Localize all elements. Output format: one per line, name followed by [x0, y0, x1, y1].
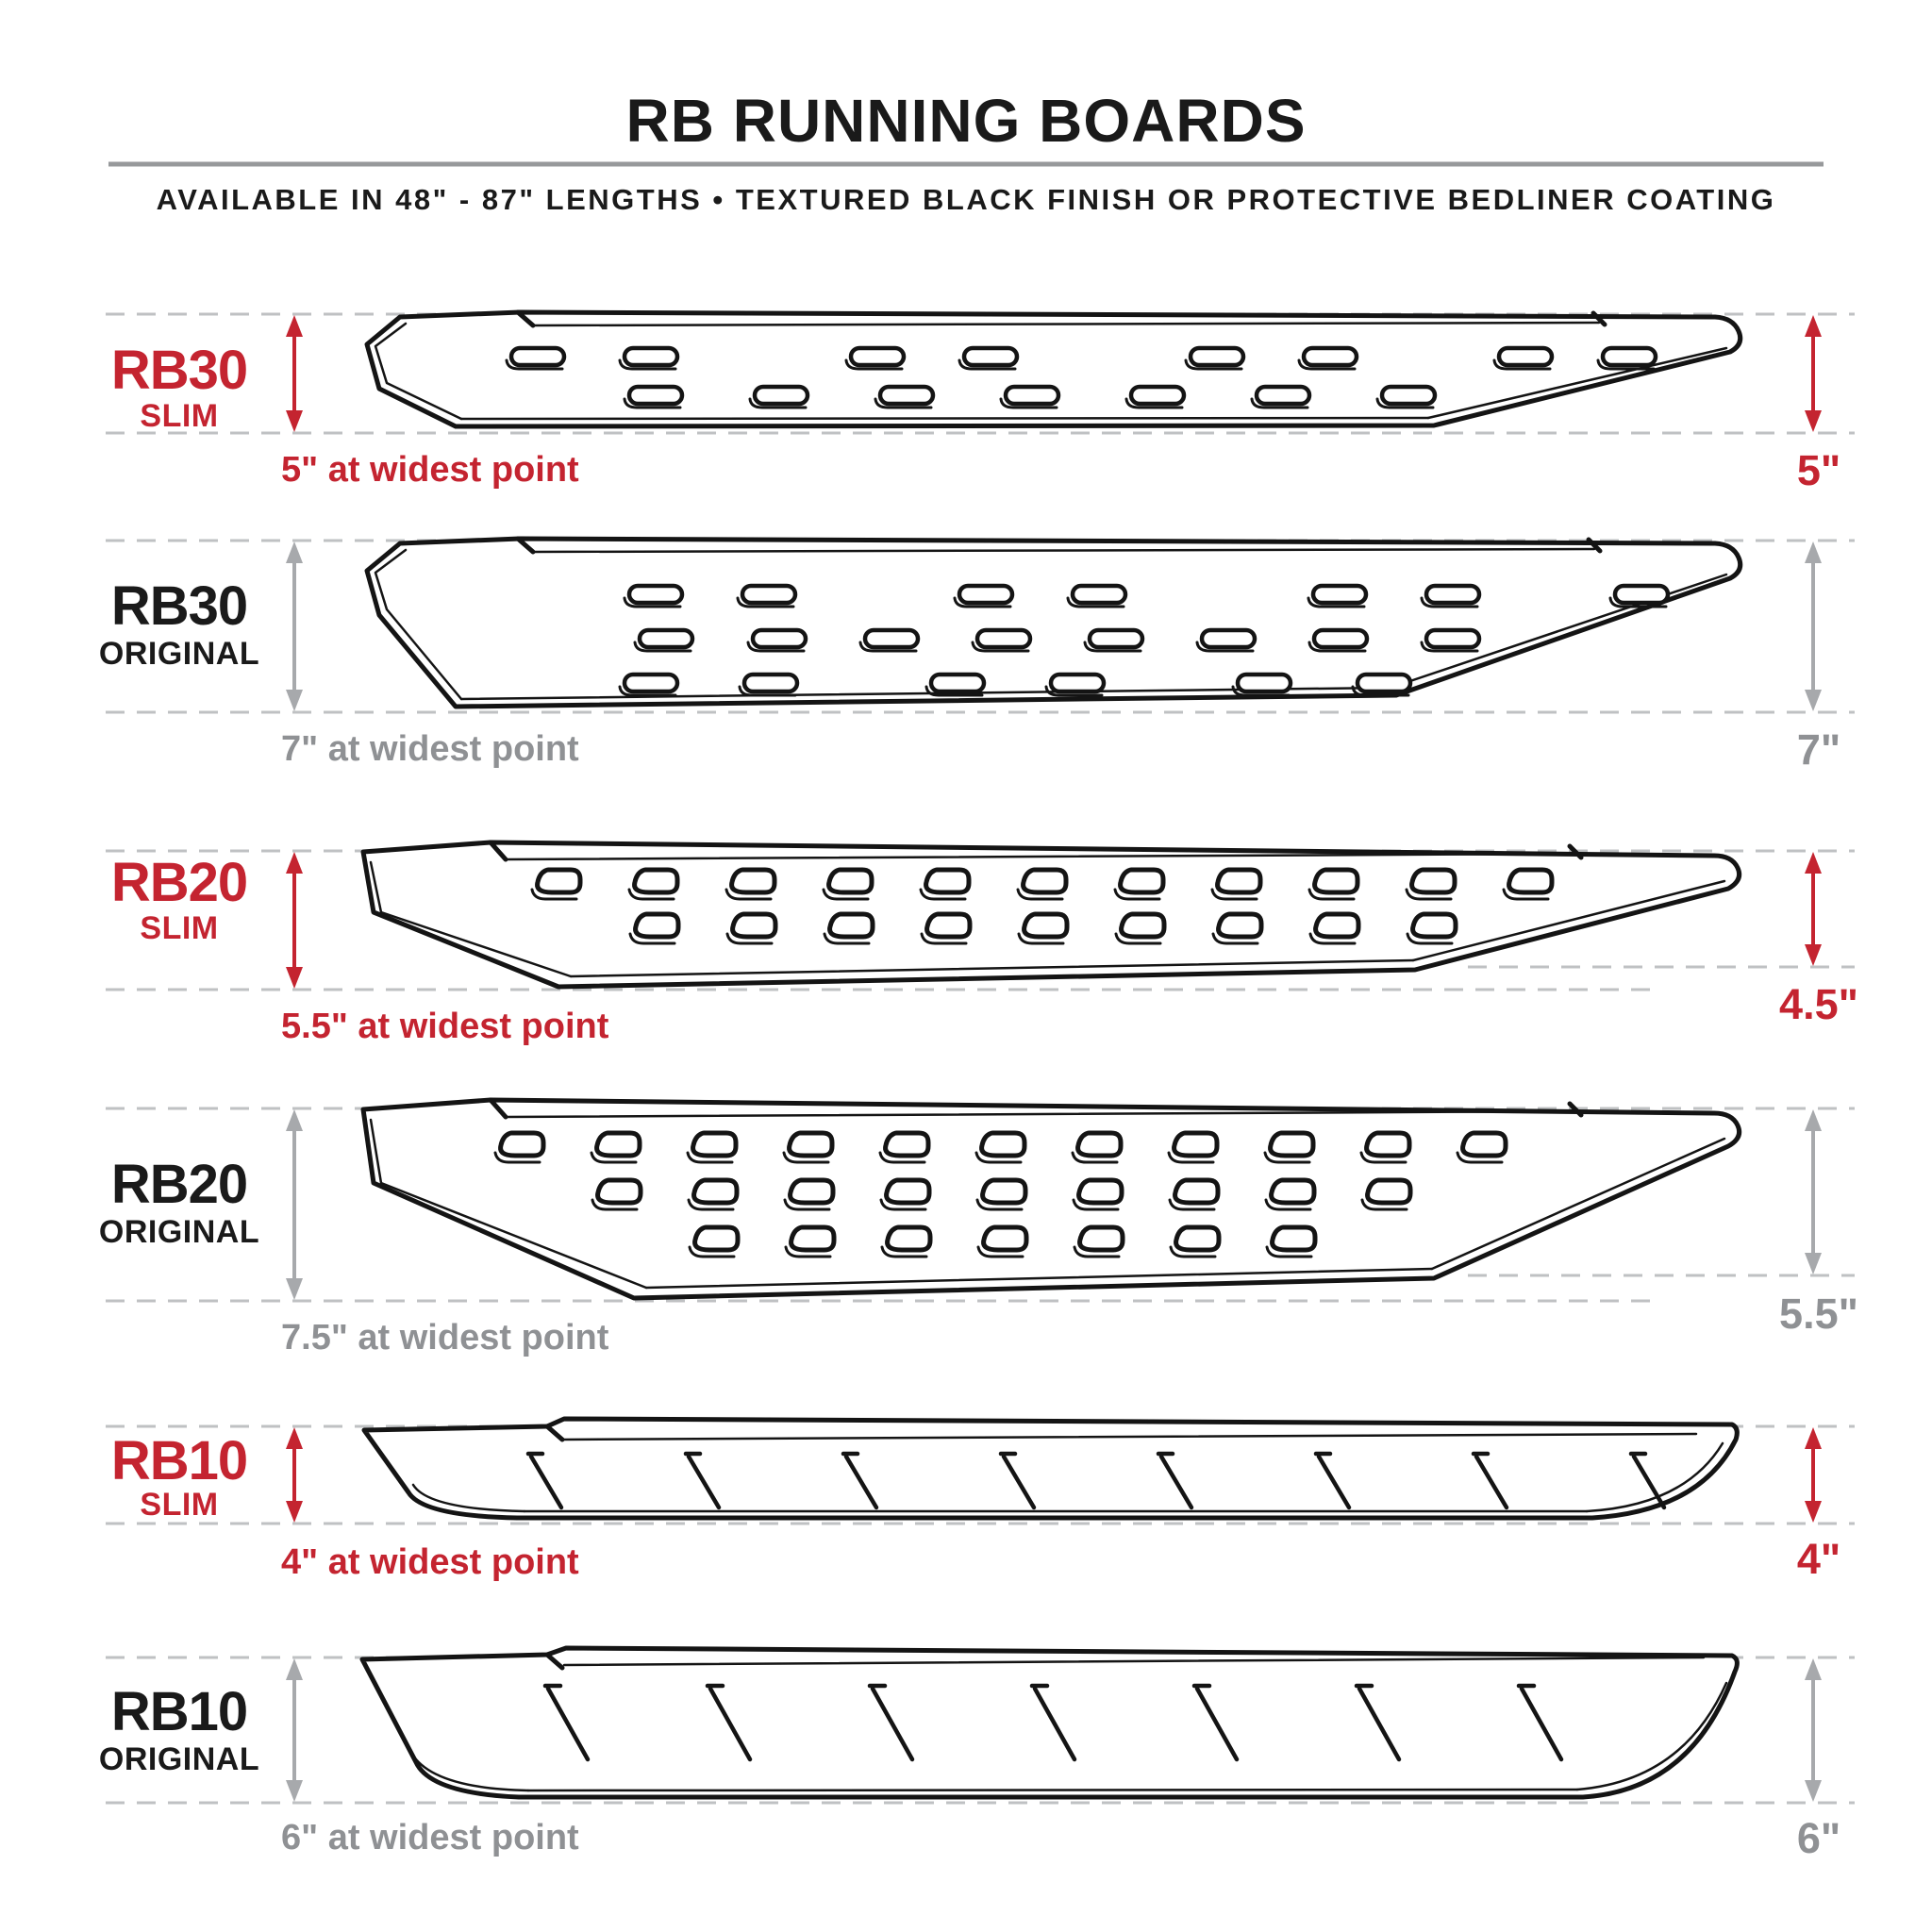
variant-label: SLIM — [140, 910, 219, 946]
d-slot — [693, 1133, 736, 1156]
d-slot — [732, 870, 774, 892]
d-slot — [1367, 1133, 1409, 1156]
arrowhead-down-icon — [1805, 1253, 1822, 1274]
pill-slot — [629, 387, 682, 404]
pill-slot — [1006, 387, 1058, 404]
pill-slot — [1073, 586, 1125, 603]
d-slot — [636, 914, 678, 937]
pill-slot — [511, 348, 564, 365]
section-rb10-original — [99, 1648, 1855, 1862]
arrowhead-up-icon — [1805, 315, 1822, 337]
d-slot — [538, 870, 580, 892]
board-art-rb30-original — [106, 539, 1855, 712]
arrowhead-down-icon — [286, 690, 303, 711]
page-title: RB RUNNING BOARDS — [625, 87, 1307, 155]
arrowhead-up-icon — [1805, 852, 1822, 874]
pill-slot — [959, 586, 1012, 603]
pill-slot — [744, 675, 797, 691]
pill-slot — [977, 630, 1030, 647]
d-slot — [733, 914, 775, 937]
d-slot — [1463, 1133, 1506, 1156]
pill-slot — [640, 630, 692, 647]
pill-slot — [629, 586, 682, 603]
d-slot — [1080, 1227, 1123, 1250]
pill-slot — [931, 675, 984, 691]
d-slot — [1078, 1133, 1121, 1156]
arrowhead-up-icon — [286, 1427, 303, 1449]
arrowhead-up-icon — [1805, 541, 1822, 563]
d-slot — [1272, 1180, 1314, 1203]
d-slot — [829, 870, 872, 892]
arrowhead-down-icon — [286, 1278, 303, 1300]
section-rb10-slim — [106, 1419, 1855, 1583]
arrowhead-up-icon — [286, 315, 303, 337]
pill-slot — [1304, 348, 1357, 365]
arrowhead-up-icon — [286, 852, 303, 874]
arrowhead-down-icon — [1805, 1501, 1822, 1523]
pill-slot — [1191, 348, 1243, 365]
inner-edge — [461, 418, 1428, 419]
d-slot — [1121, 870, 1163, 892]
arrowhead-down-icon — [1805, 410, 1822, 432]
board-silhouette — [363, 1100, 1740, 1298]
pill-slot — [742, 586, 795, 603]
arrowhead-up-icon — [1805, 1109, 1822, 1131]
d-slot — [1412, 870, 1455, 892]
header — [108, 87, 1824, 216]
arrowhead-up-icon — [1805, 1427, 1822, 1449]
pill-slot — [880, 387, 933, 404]
pill-slot — [1382, 387, 1435, 404]
model-label: RB20 — [110, 852, 248, 913]
d-slot — [1219, 914, 1261, 937]
d-slot — [927, 914, 970, 937]
arrowhead-down-icon — [286, 967, 303, 989]
d-slot — [1413, 914, 1456, 937]
end-width-label: 6" — [1796, 1814, 1841, 1862]
d-slot — [1174, 1133, 1217, 1156]
d-slot — [635, 870, 677, 892]
d-slot — [888, 1227, 930, 1250]
pill-slot — [964, 348, 1017, 365]
d-slot — [983, 1180, 1025, 1203]
pill-slot — [1238, 675, 1291, 691]
end-width-label: 7" — [1796, 725, 1841, 774]
d-slot — [791, 1227, 834, 1250]
arrowhead-down-icon — [286, 1780, 303, 1802]
d-slot — [1315, 870, 1357, 892]
model-label: RB20 — [110, 1154, 248, 1215]
d-slot — [694, 1180, 737, 1203]
board-art-rb30-slim — [106, 312, 1855, 433]
pill-slot — [1603, 348, 1656, 365]
pill-slot — [865, 630, 918, 647]
pill-slot — [625, 675, 677, 691]
pill-slot — [1257, 387, 1309, 404]
section-rb30-original — [99, 539, 1855, 774]
board-art-rb20-slim — [106, 842, 1855, 990]
d-slot — [1271, 1133, 1313, 1156]
arrowhead-up-icon — [286, 1109, 303, 1131]
d-slot — [1175, 1180, 1218, 1203]
d-slot — [984, 1227, 1026, 1250]
d-slot — [1024, 914, 1067, 937]
d-slot — [982, 1133, 1024, 1156]
arrowhead-down-icon — [1805, 944, 1822, 966]
pill-slot — [851, 348, 904, 365]
section-rb30-slim — [106, 312, 1855, 494]
arrowhead-down-icon — [1805, 1780, 1822, 1802]
widest-label: 5.5" at widest point — [281, 1007, 609, 1046]
d-slot — [1079, 1180, 1122, 1203]
arrowhead-up-icon — [1805, 1658, 1822, 1680]
model-label: RB30 — [110, 340, 248, 401]
pill-slot — [1615, 586, 1668, 603]
widest-label: 7.5" at widest point — [281, 1318, 609, 1357]
pill-slot — [1202, 630, 1255, 647]
variant-label: ORIGINAL — [98, 636, 260, 672]
page-subtitle: AVAILABLE IN 48" - 87" LENGTHS • TEXTURED BLACK FINISH OR PROTECTIVE BEDLINER COATING — [156, 183, 1776, 216]
widest-label: 7" at widest point — [281, 729, 579, 769]
pill-slot — [625, 348, 677, 365]
d-slot — [886, 1133, 928, 1156]
d-slot — [1509, 870, 1552, 892]
variant-label: ORIGINAL — [98, 1741, 260, 1777]
variant-label: SLIM — [140, 1487, 219, 1523]
pill-slot — [1051, 675, 1104, 691]
widest-label: 6" at widest point — [281, 1818, 579, 1857]
widest-label: 4" at widest point — [281, 1542, 579, 1582]
d-slot — [1368, 1180, 1410, 1203]
d-slot — [926, 870, 969, 892]
d-slot — [1122, 914, 1164, 937]
model-label: RB30 — [110, 575, 248, 637]
board-art-rb10-slim — [106, 1419, 1855, 1524]
arrowhead-down-icon — [286, 1501, 303, 1523]
arrowhead-down-icon — [286, 410, 303, 432]
pill-slot — [1499, 348, 1552, 365]
arrowhead-up-icon — [286, 1658, 303, 1680]
model-label: RB10 — [110, 1681, 248, 1742]
end-width-label: 5" — [1796, 446, 1841, 494]
pill-slot — [1426, 586, 1479, 603]
end-width-label: 4" — [1796, 1535, 1841, 1583]
pill-slot — [1313, 586, 1366, 603]
d-slot — [791, 1180, 833, 1203]
section-rb20-slim — [106, 842, 1858, 1046]
end-width-label: 4.5" — [1779, 980, 1858, 1028]
pill-slot — [1426, 630, 1479, 647]
d-slot — [597, 1133, 640, 1156]
d-slot — [1316, 914, 1358, 937]
arrowhead-up-icon — [286, 541, 303, 563]
d-slot — [501, 1133, 543, 1156]
pill-slot — [755, 387, 808, 404]
board-art-rb10-original — [106, 1648, 1855, 1803]
d-slot — [1176, 1227, 1219, 1250]
d-slot — [598, 1180, 641, 1203]
model-label: RB10 — [110, 1430, 248, 1491]
variant-label: ORIGINAL — [98, 1214, 260, 1250]
pill-slot — [1314, 630, 1367, 647]
pill-slot — [1131, 387, 1184, 404]
d-slot — [1024, 870, 1066, 892]
end-width-label: 5.5" — [1779, 1290, 1858, 1338]
d-slot — [887, 1180, 929, 1203]
d-slot — [1218, 870, 1260, 892]
d-slot — [790, 1133, 832, 1156]
section-rb20-original — [99, 1100, 1858, 1357]
d-slot — [1273, 1227, 1315, 1250]
d-slot — [695, 1227, 738, 1250]
pill-slot — [1090, 630, 1142, 647]
pill-slot — [753, 630, 806, 647]
variant-label: SLIM — [140, 398, 219, 434]
board-art-rb20-original — [106, 1100, 1855, 1301]
widest-label: 5" at widest point — [281, 450, 579, 490]
pill-slot — [1357, 675, 1410, 691]
d-slot — [830, 914, 873, 937]
arrowhead-down-icon — [1805, 690, 1822, 711]
